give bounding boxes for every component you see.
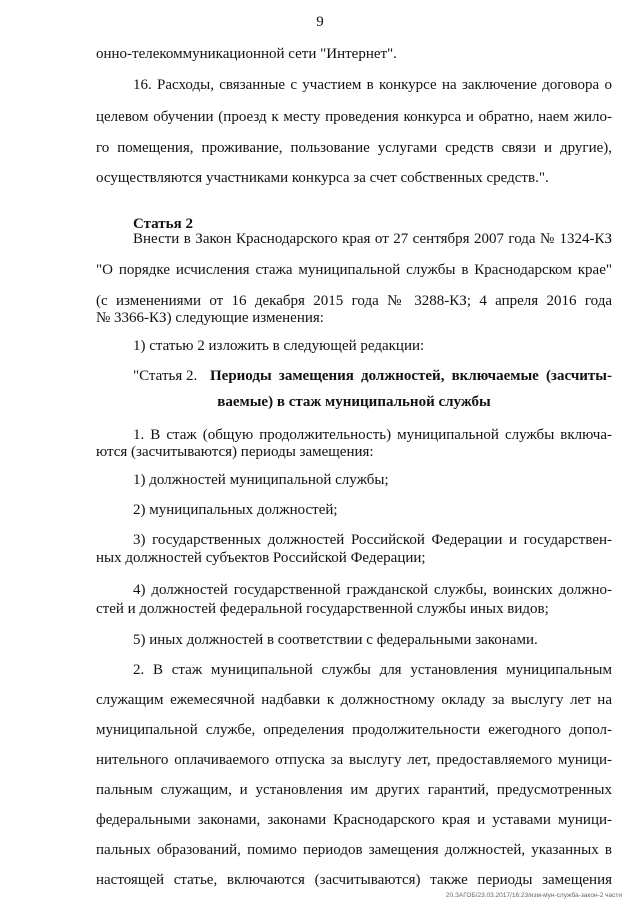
- text-line: муниципальной службе, определения продолжительности ежегодного допол-: [96, 722, 612, 738]
- text-line: 1) статью 2 изложить в следующей редакции:: [133, 338, 425, 354]
- list-item: 1) должностей муниципальной службы;: [133, 472, 389, 488]
- text-line: стей и должностей федеральной государственной службы иных видов;: [96, 601, 549, 617]
- text-line: пальных образований, помимо периодов замещения должностей, указанных в: [96, 842, 612, 858]
- text-line: пальным служащим, и установления им других гарантий, предусмотренных: [96, 782, 612, 798]
- text-line: (с изменениями от 16 декабря 2015 года № 3288-КЗ; 4 апреля 2016 года: [96, 293, 612, 309]
- text-line: 1. В стаж (общую продолжительность) муниципальной службы включа-: [133, 427, 612, 443]
- text-line: № 3366-КЗ) следующие изменения:: [96, 310, 324, 326]
- text-line: федеральными законами, законами Краснодарского края и уставами муници-: [96, 812, 612, 828]
- article-title: Периоды замещения должностей, включаемые (засчиты-: [210, 368, 612, 384]
- text-line: 2. В стаж муниципальной службы для установления муниципальным: [133, 662, 612, 678]
- text-line: настоящей статье, включаются (засчитываются) также периоды замещения: [96, 872, 612, 888]
- text-line: ных должностей субъектов Российской Федерации;: [96, 550, 426, 566]
- text-line: 16. Расходы, связанные с участием в конкурсе на заключение договора о: [133, 77, 612, 93]
- page-number: 9: [316, 14, 324, 30]
- text-line: осуществляются участниками конкурса за счет собственных средств.".: [96, 170, 549, 186]
- text-line: онно-телекоммуникационной сети "Интернет".: [96, 46, 397, 62]
- list-item: 2) муниципальных должностей;: [133, 502, 338, 518]
- text-line: целевом обучении (проезд к месту проведения конкурса и обратно, наем жило-: [96, 109, 612, 125]
- list-item: 4) должностей государственной гражданской службы, воинских должно-: [133, 582, 612, 598]
- text-line: Внести в Закон Краснодарского края от 27 сентября 2007 года № 1324-КЗ: [133, 231, 612, 247]
- text-line: нительного оплачиваемого отпуска за выслугу лет, предоставляемого муници-: [96, 752, 612, 768]
- article-title-prefix: "Статья 2.: [133, 368, 198, 384]
- text-line: го помещения, проживание, пользование услугами средств связи и другие),: [96, 140, 612, 156]
- text-line: ются (засчитываются) периоды замещения:: [96, 444, 374, 460]
- article-heading: Статья 2: [133, 216, 193, 232]
- list-item: 3) государственных должностей Российской Федерации и государствен-: [133, 532, 612, 548]
- list-item: 5) иных должностей в соответствии с федеральными законами.: [133, 632, 538, 648]
- text-line: служащим ежемесячной надбавки к должностному окладу за выслугу лет на: [96, 692, 612, 708]
- footer-stamp: 20.ЗАГОБ/23.03.2017/16:23/изм-мун-служба-закон-2 части: [445, 892, 622, 899]
- article-title-cont: ваемые) в стаж муниципальной службы: [217, 394, 491, 410]
- text-line: "О порядке исчисления стажа муниципальной службы в Краснодарском крае": [96, 262, 612, 278]
